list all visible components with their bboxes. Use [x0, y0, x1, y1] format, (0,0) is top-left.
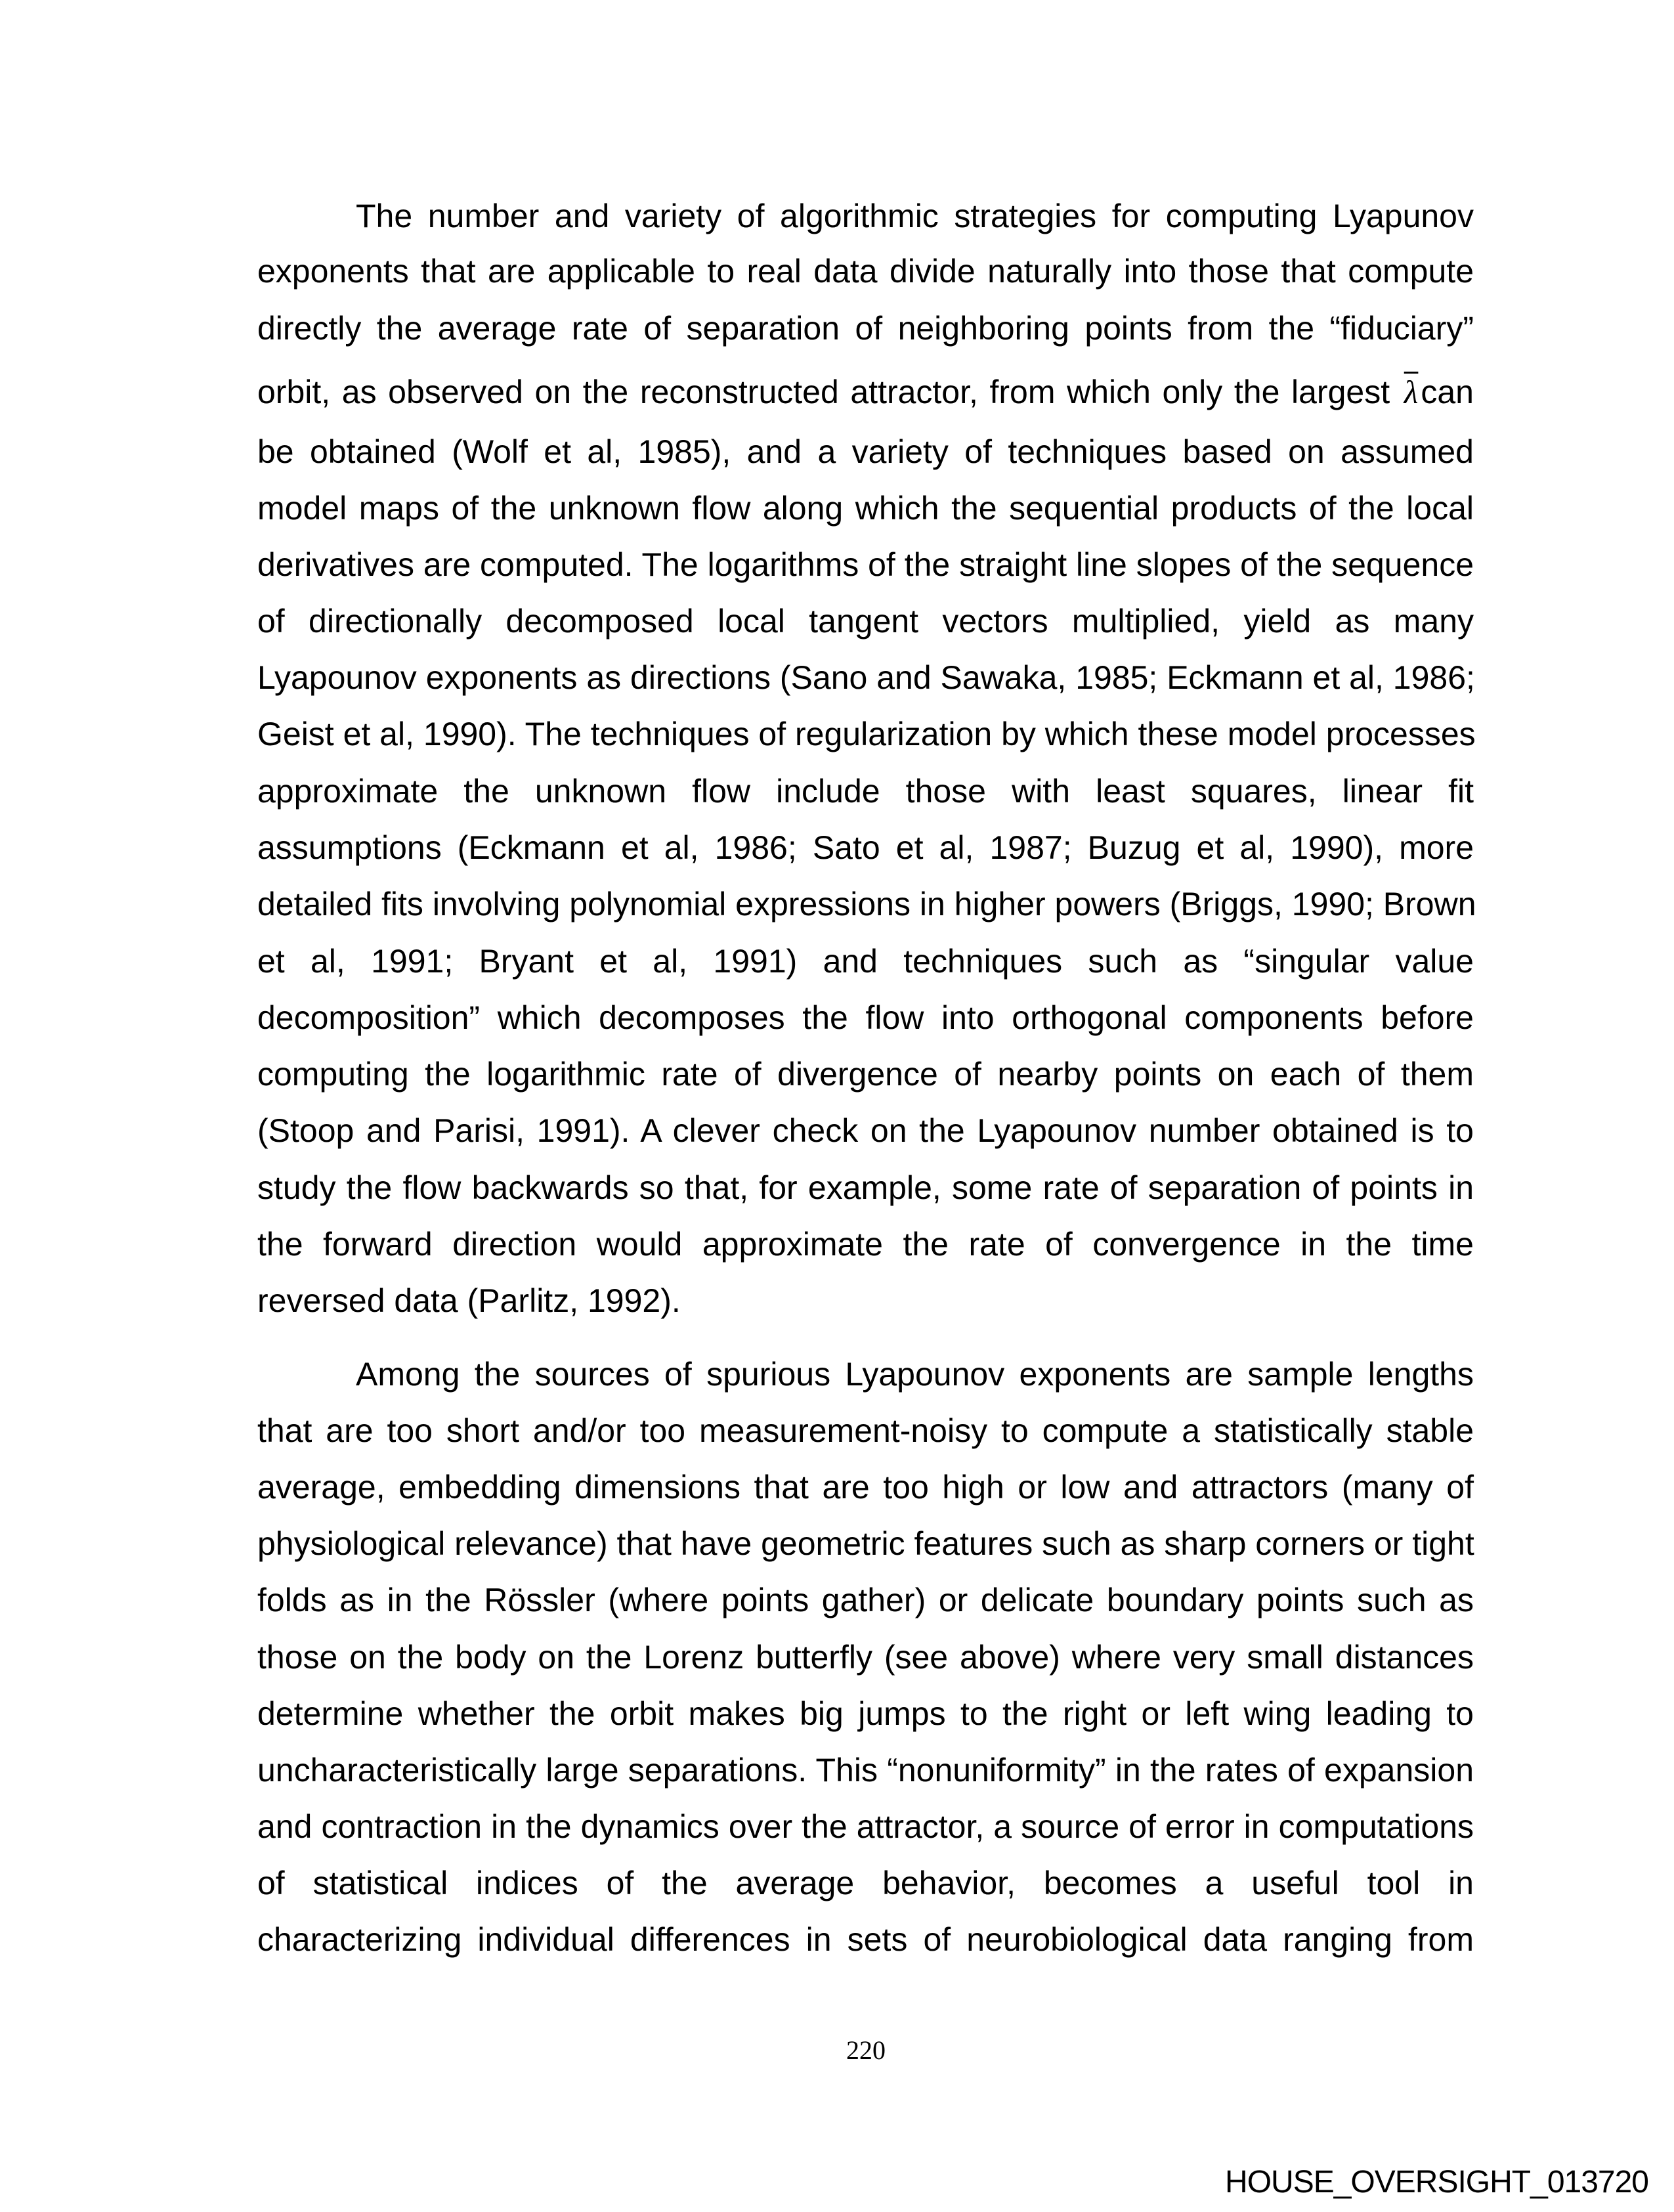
- text-line-with-symbol: [257, 374, 1474, 411]
- text-line: detailed fits involving polynomial expressions in higher powers (Briggs, 1990; Brown: [257, 886, 1476, 922]
- text-line: model maps of the unknown flow along which the sequential products of the local: [257, 490, 1474, 527]
- text-line: the forward direction would approximate the rate of convergence in the time: [257, 1226, 1474, 1263]
- text-segment: can: [1421, 374, 1474, 410]
- text-line: study the flow backwards so that, for example, some rate of separation of points in: [257, 1169, 1474, 1206]
- text-line: approximate the unknown flow include those with least squares, linear fit: [257, 773, 1474, 810]
- text-line: reversed data (Parlitz, 1992).: [257, 1282, 681, 1319]
- text-line: assumptions (Eckmann et al, 1986; Sato et al, 1987; Buzug et al, 1990), more: [257, 829, 1474, 866]
- text-line: determine whether the orbit makes big jumps to the right or left wing leading to: [257, 1695, 1474, 1732]
- text-line: be obtained (Wolf et al, 1985), and a variety of techniques based on assumed: [257, 433, 1474, 470]
- text-line: et al, 1991; Bryant et al, 1991) and techniques such as “singular value: [257, 943, 1474, 980]
- text-line: of statistical indices of the average behavior, becomes a useful tool in: [257, 1865, 1474, 1901]
- text-line: Among the sources of spurious Lyapounov exponents are sample lengths: [356, 1356, 1474, 1393]
- page-number: 220: [846, 2035, 886, 2065]
- text-line: derivatives are computed. The logarithms of the straight line slopes of the sequence: [257, 546, 1474, 583]
- text-line: folds as in the Rössler (where points gather) or delicate boundary points such as: [257, 1582, 1474, 1618]
- text-line: average, embedding dimensions that are too high or low and attractors (many of: [257, 1469, 1474, 1506]
- text-line: those on the body on the Lorenz butterfly (see above) where very small distances: [257, 1639, 1474, 1676]
- text-line: uncharacteristically large separations. This “nonuniformity” in the rates of expansion: [257, 1752, 1474, 1789]
- text-line: physiological relevance) that have geometric features such as sharp corners or tight: [257, 1525, 1474, 1562]
- bates-stamp: HOUSE_OVERSIGHT_013720: [1225, 2165, 1648, 2200]
- text-line: of directionally decomposed local tangent vectors multiplied, yield as many: [257, 603, 1474, 640]
- text-line: Lyapounov exponents as directions (Sano and Sawaka, 1985; Eckmann et al, 1986;: [257, 659, 1475, 696]
- text-line: Geist et al, 1990). The techniques of regularization by which these model processes: [257, 716, 1476, 752]
- text-line: exponents that are applicable to real data divide naturally into those that compute: [257, 253, 1474, 290]
- text-line: (Stoop and Parisi, 1991). A clever check on the Lyapounov number obtained is to: [257, 1112, 1474, 1149]
- text-line: decomposition” which decomposes the flow into orthogonal components before: [257, 999, 1474, 1036]
- text-line: and contraction in the dynamics over the attractor, a source of error in computations: [257, 1808, 1474, 1845]
- text-line: that are too short and/or too measurement-noisy to compute a statistically stable: [257, 1412, 1474, 1449]
- text-segment: orbit, as observed on the reconstructed attractor, from which only the largest: [257, 374, 1390, 410]
- text-line: characterizing individual differences in sets of neurobiological data ranging from: [257, 1921, 1474, 1958]
- text-line: computing the logarithmic rate of divergence of nearby points on each of them: [257, 1056, 1474, 1093]
- text-line: The number and variety of algorithmic strategies for computing Lyapunov: [356, 198, 1474, 234]
- text-line: directly the average rate of separation of neighboring points from the “fiduciary”: [257, 310, 1474, 347]
- lambda-bar-symbol: $\overline{\lambda}$: [1404, 374, 1419, 410]
